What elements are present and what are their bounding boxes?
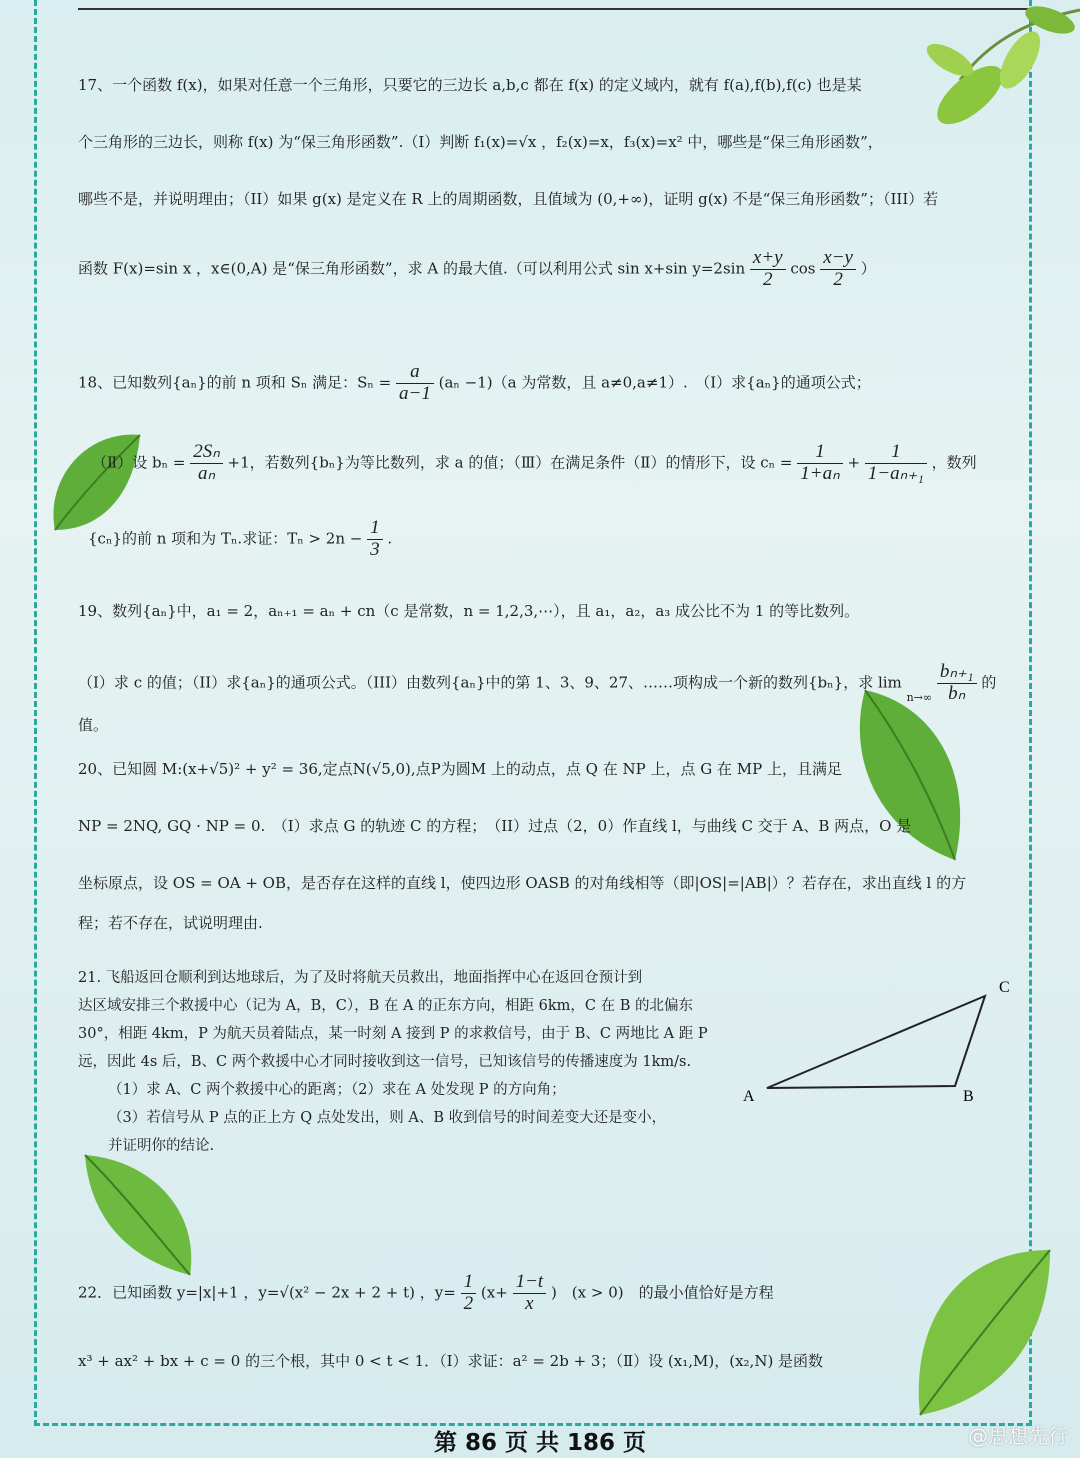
q21-line-7: 并证明你的结论. xyxy=(108,1138,215,1154)
q18-line-3-text-a: {cₙ}的前 n 项和为 Tₙ.求证：Tₙ > 2n − xyxy=(88,529,363,548)
q18-line-3 xyxy=(88,518,1040,561)
q18-fraction-4-num: 1 xyxy=(865,442,927,464)
q19-fraction-num: bₙ₊₁ xyxy=(937,662,977,684)
q18-fraction-2 xyxy=(190,442,223,485)
q22-fraction-1-num: 1 xyxy=(461,1272,477,1294)
q22-line-2: x³ + ax² + bx + c = 0 的三个根，其中 0 < t < 1．（Ⅰ）求证：a² = 2b + 3；（Ⅱ）设 (x₁,M)，(x₂,N) 是函数 xyxy=(78,1352,824,1370)
q18-fraction-2-num: 2Sₙ xyxy=(190,442,223,464)
q21-line-3: 30°，相距 4km，P 为航天员着陆点，某一时刻 A 接到 P 的求救信号，由于 B、C 两地比 A 距 P xyxy=(78,1026,708,1042)
q17-fraction-1-den: 2 xyxy=(762,268,773,290)
label-b: B xyxy=(963,1088,974,1105)
q18-line-1-text-a: 18、已知数列{aₙ}的前 n 项和 Sₙ 满足：Sₙ = xyxy=(78,373,392,392)
q19-line-2-text-a: （I）求 c 的值；（II）求{aₙ}的通项公式。（III）由数列{aₙ}中的第 1、3、9、27、……项构成一个新的数列{bₙ}，求 lim xyxy=(78,673,902,692)
q20-line-4: 程；若不存在，试说明理由. xyxy=(78,914,263,932)
q18-line-2-text-c: ，数列 xyxy=(931,453,977,472)
q20-line-2: NP = 2NQ, GQ · NP = 0. （I）求点 G 的轨迹 C 的方程； （II）过点（2，0）作直线 l，与曲线 C 交于 A、B 两点，O 是 xyxy=(78,817,912,835)
q22-line-1-text-a: 22．已知函数 y=|x|+1 ，y=√(x² − 2x + 2 + t) ，y= xyxy=(78,1283,456,1302)
q22-fraction-2 xyxy=(513,1272,547,1315)
q21-line-6: （3）若信号从 P 点的正上方 Q 点处发出，则 A、B 收到信号的时间差变大还是变小， xyxy=(108,1110,667,1126)
q22-paren: (x+ xyxy=(480,1283,508,1302)
q20-line-3: 坐标原点，设 OS = OA + OB，是否存在这样的直线 l，使四边形 OASB 的对角线相等（即|OS|=|AB|）？若存在，求出直线 l 的方 xyxy=(78,874,967,892)
q17-fraction-1 xyxy=(750,248,786,291)
q18-fraction-3 xyxy=(797,442,842,485)
q17-line-4-text: 函数 F(x)=sin x ，x∈(0,A) 是“保三角形函数”，求 A 的最大值.（可以利用公式 sin x+sin y=2sin xyxy=(78,259,746,278)
q22-line-1 xyxy=(78,1272,1030,1315)
q19-line-2 xyxy=(78,662,1030,705)
q18-fraction-3-num: 1 xyxy=(797,442,842,464)
leaf-lower-right-icon xyxy=(900,1240,1060,1420)
q18-line-2 xyxy=(92,442,1044,485)
triangle-abc xyxy=(767,996,985,1088)
q21-line-5: （1）求 A、C 两个救援中心的距离；（2）求在 A 处发现 P 的方向角； xyxy=(108,1082,566,1098)
q18-fraction-5-den: 3 xyxy=(370,538,380,560)
q19-fraction xyxy=(937,662,977,705)
label-c: C xyxy=(999,979,1010,996)
label-a: A xyxy=(743,1088,755,1105)
q21-paragraph xyxy=(78,964,728,1160)
leaf-lower-left-icon xyxy=(80,1150,200,1280)
q17-close: ） xyxy=(860,259,876,278)
q17-line-4 xyxy=(78,248,1030,291)
q19-fraction-den: bₙ xyxy=(948,682,966,704)
q17-line-1: 17、一个函数 f(x)，如果对任意一个三角形，只要它的三边长 a,b,c 都在 f(x) 的定义域内，就有 f(a),f(b),f(c) 也是某 xyxy=(78,76,862,94)
q19-line-3: 值。 xyxy=(78,716,109,734)
q19-line-1: 19、数列{aₙ}中，a₁ = 2，aₙ₊₁ = aₙ + cn（c 是常数，n = 1,2,3,⋯），且 a₁，a₂，a₃ 成公比不为 1 的等比数列。 xyxy=(78,602,860,620)
q21-line-1: 21. 飞船返回仓顺利到达地球后，为了及时将航天员救出，地面指挥中心在返回仓预计到 xyxy=(78,970,643,986)
q18-fraction-3-den: 1+aₙ xyxy=(800,462,840,484)
q17-line-2: 个三角形的三边长，则称 f(x) 为“保三角形函数”.（I）判断 f₁(x)=√x ，f₂(x)=x，f₃(x)=x² 中，哪些是“保三角形函数”， xyxy=(78,133,883,151)
q22-line-1-text-b: ) (x > 0) 的最小值恰好是方程 xyxy=(550,1283,774,1302)
q18-fraction-1-num: a xyxy=(396,362,434,384)
q18-line-2-text-b: +1，若数列{bₙ}为等比数列，求 a 的值；（Ⅲ）在满足条件（Ⅱ）的情形下，设 cₙ = xyxy=(227,453,793,472)
q17-cos: cos xyxy=(790,259,816,278)
q21-line-2: 达区域安排三个救援中心（记为 A，B，C），B 在 A 的正东方向，相距 6km，C 在 B 的北偏东 xyxy=(78,998,693,1014)
dashed-border-right xyxy=(1029,0,1032,1426)
q21-line-4: 远，因此 4s 后，B、C 两个救援中心才同时接收到这一信号，已知该信号的传播速度为 1km/s. xyxy=(78,1054,692,1070)
q22-fraction-2-num: 1−t xyxy=(513,1272,547,1294)
q20-line-1: 20、已知圆 M:(x+√5)² + y² = 36,定点N(√5,0),点P为圆M 上的动点，点 Q 在 NP 上，点 G 在 MP 上，且满足 xyxy=(78,760,842,778)
q18-line-3-text-b: . xyxy=(387,529,393,548)
q17-fraction-2-num: x−y xyxy=(820,248,856,270)
q18-fraction-1 xyxy=(396,362,434,405)
q18-fraction-4 xyxy=(865,442,927,485)
watermark: @思想先行 xyxy=(968,1424,1068,1448)
q18-fraction-4-den: 1−aₙ₊₁ xyxy=(867,462,924,484)
q18-line-2-text-a: （Ⅱ）设 bₙ = xyxy=(92,453,186,472)
q22-fraction-1 xyxy=(461,1272,477,1315)
q18-line-1-text-b: (aₙ −1)（a 为常数，且 a≠0,a≠1）. （Ⅰ）求{aₙ}的通项公式； xyxy=(438,373,871,392)
q19-line-2-text-b: 的 xyxy=(981,673,997,692)
q18-plus: + xyxy=(847,453,861,472)
triangle-diagram xyxy=(735,970,1025,1110)
dashed-border-left xyxy=(34,0,37,1426)
q18-fraction-2-den: aₙ xyxy=(197,462,216,484)
q18-fraction-5 xyxy=(367,518,383,561)
q22-fraction-1-den: 2 xyxy=(463,1292,474,1314)
q22-fraction-2-den: x xyxy=(525,1292,534,1314)
q18-fraction-1-den: a−1 xyxy=(399,382,431,404)
q18-fraction-5-num: 1 xyxy=(367,518,383,540)
q17-fraction-2-den: 2 xyxy=(833,268,843,290)
q17-fraction-1-num: x+y xyxy=(750,248,786,270)
q17-fraction-2 xyxy=(820,248,856,291)
q19-lim-subscript: n→∞ xyxy=(906,691,933,705)
q17-line-3: 哪些不是，并说明理由；（II）如果 g(x) 是定义在 R 上的周期函数，且值域为 (0,+∞)，证明 g(x) 不是“保三角形函数”；（III）若 xyxy=(78,190,939,208)
q18-line-1 xyxy=(78,362,1030,405)
page-number: 第 86 页 共 186 页 xyxy=(433,1430,647,1456)
